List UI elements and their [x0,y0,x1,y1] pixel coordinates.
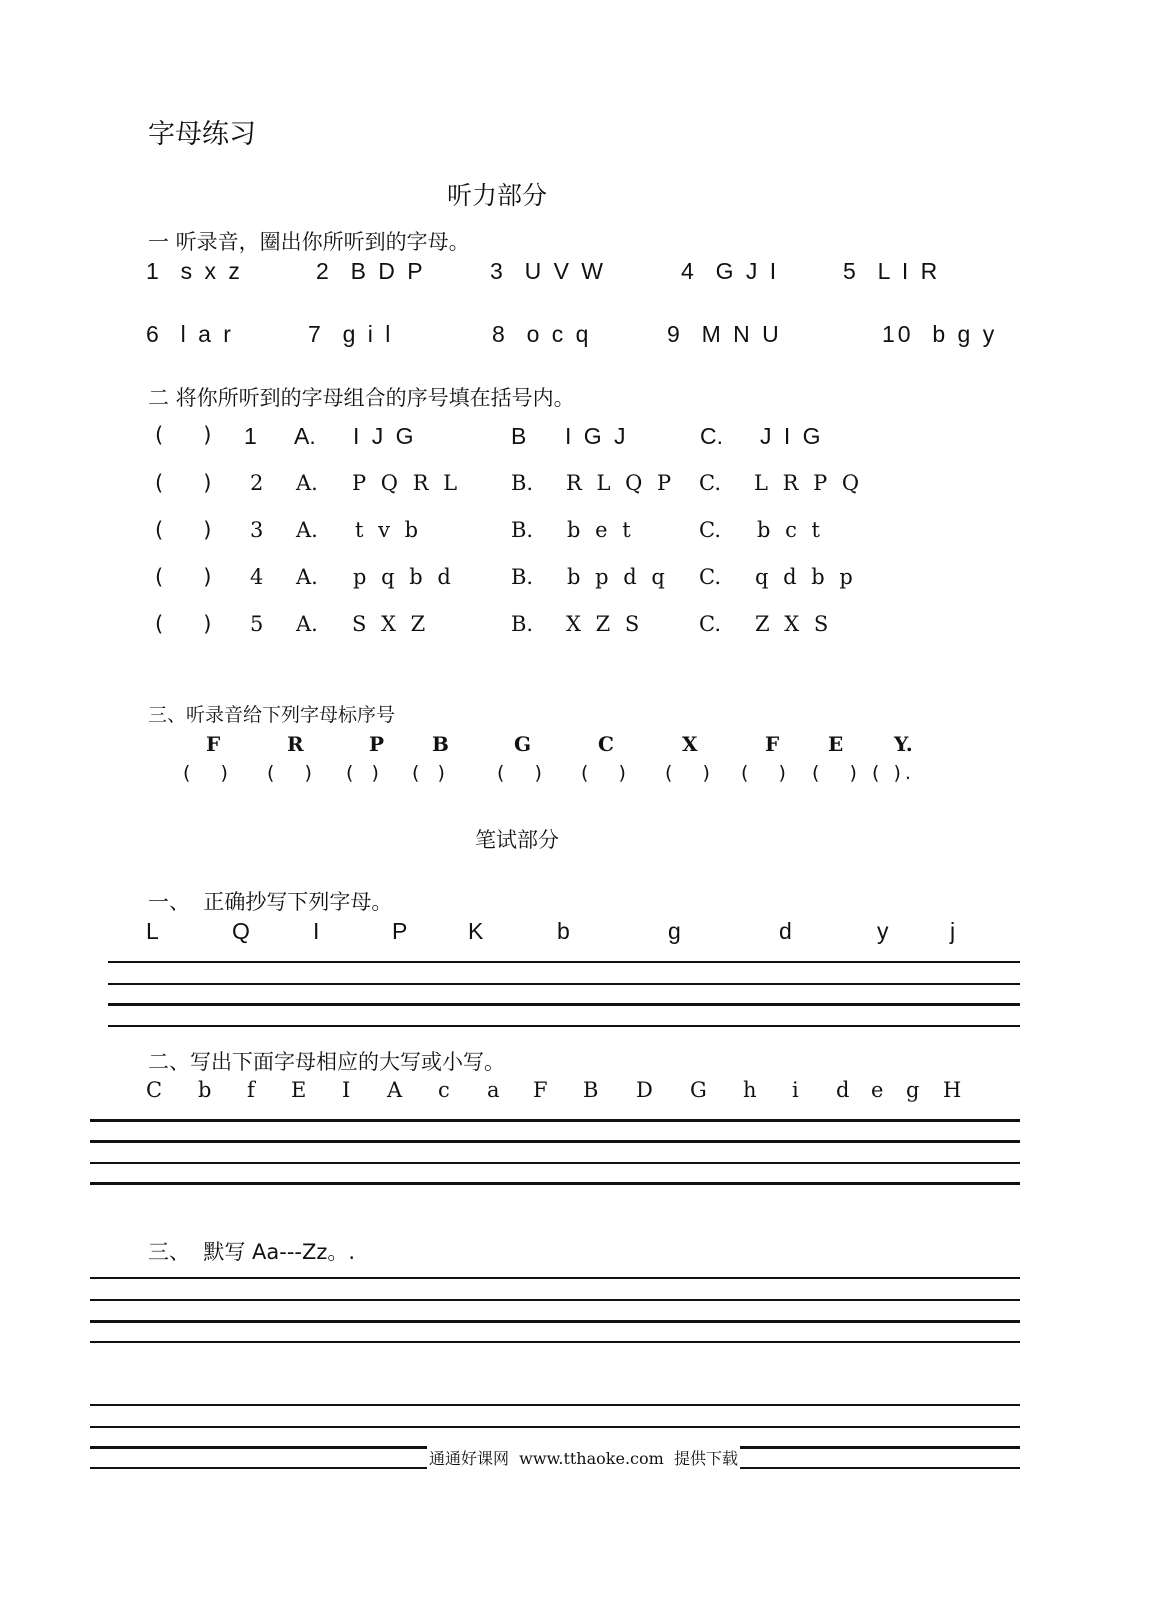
writing-line [90,1426,1020,1428]
q3-letter: F [765,732,780,756]
q1-item-letters: l a r [180,321,234,347]
option-b-label: B. [511,565,534,589]
q1-item-letters: L I R [877,258,941,284]
writing-line [108,961,1020,963]
case-letter: i [792,1078,799,1102]
case-letter: d [836,1078,850,1102]
q3-letter: E [828,732,844,756]
option-b: X Z S [566,612,644,636]
option-c: b c t [757,518,824,542]
q3-blank: ( ) [812,762,863,784]
case-letter: F [533,1078,548,1102]
q1-item-letters: b g y [932,321,998,347]
writing-line [90,1119,1020,1122]
q1-item-letters: o c q [526,321,592,347]
case-letter: A [387,1078,403,1102]
footer-text: 通通好课网 www.tthaoke.com 提供下载 [427,1446,740,1469]
option-a-label: A. [296,612,318,636]
q3-letter: C [598,732,614,756]
q3-letter: P [369,732,385,756]
q1-item-number: 2 [316,258,332,284]
option-b: b p d q [567,565,669,589]
answer-paren: ( ) [155,423,212,447]
q1-item-number: 7 [308,321,324,347]
option-a: p q b d [353,565,455,589]
q1-item-number: 3 [490,258,506,284]
option-c: Z X S [755,612,833,636]
answer-paren: ( ) [155,518,212,542]
option-a: t v b [355,518,423,542]
q1-item-number: 10 [882,321,914,347]
case-letter: c [438,1078,450,1102]
case-letter: B [583,1078,599,1102]
q3-blank: ( ) [497,762,548,784]
q1-item [492,321,591,348]
option-c-label: C. [699,565,721,589]
option-a: S X Z [352,612,430,636]
case-letter: e [871,1078,884,1102]
writing-q1-prompt: 一、 正确抄写下列字母。 [148,890,393,914]
case-letter: I [342,1078,351,1102]
answer-paren: ( ) [155,612,212,636]
q1-item-letters: M N U [701,321,782,347]
q3-blank: ( ) [412,762,451,784]
q1-item [667,321,782,348]
option-b-label: B [511,423,527,449]
option-c-label: C. [699,471,721,495]
option-c-label: C. [699,518,721,542]
option-a: P Q R L [352,471,462,495]
option-a-label: A. [296,518,318,542]
copy-letter: K [468,918,484,944]
q2-row-number: 4 [250,565,264,589]
copy-letter: d [779,918,792,944]
q3-blank: ( ) [183,762,234,784]
writing-line [90,1277,1020,1279]
q1-item [882,321,997,348]
q3-letter: R [287,732,304,756]
writing-q2-prompt: 二、写出下面字母相应的大写或小写。 [148,1050,505,1074]
writing-line [90,1140,1020,1143]
writing-heading: 笔试部分 [475,828,559,852]
q1-item [146,321,234,348]
option-c: q d b p [755,565,857,589]
writing-line [108,1025,1020,1027]
copy-letter: P [392,918,408,944]
q3-letter: G [514,732,532,756]
option-b: b e t [567,518,635,542]
answer-paren: ( ) [155,471,212,495]
q1-item-letters: U V W [524,258,607,284]
page-title: 字母练习 [148,119,256,150]
case-letter: g [906,1078,920,1102]
q1-item-number: 1 [146,258,162,284]
writing-line [90,1320,1020,1323]
case-letter: H [943,1078,962,1102]
q1-item [146,258,243,285]
writing-line [90,1162,1020,1164]
q1-item-number: 8 [492,321,508,347]
q3-blank: ( ). [872,762,915,784]
copy-letter: g [668,918,681,944]
writing-line [108,983,1020,985]
option-c: J I G [760,423,824,449]
case-letter: h [743,1078,757,1102]
option-a-label: A. [296,471,318,495]
copy-letter: b [557,918,570,944]
copy-letter: I [313,918,320,944]
option-b: R L Q P [566,471,676,495]
q1-item-letters: B D P [350,258,426,284]
q3-blank: ( ) [581,762,632,784]
q1-item-letters: G J I [715,258,780,284]
listening-heading: 听力部分 [447,181,548,210]
q2-row-number: 3 [250,518,264,542]
option-b: I G J [565,423,629,449]
q1-item-number: 9 [667,321,683,347]
case-letter: C [146,1078,163,1102]
q3-letter: F [206,732,221,756]
writing-line [90,1404,1020,1406]
q3-letter: Y. [894,732,913,756]
copy-letter: y [877,918,889,944]
option-a-label: A. [296,565,318,589]
case-letter: D [636,1078,653,1102]
q1-item [843,258,940,285]
q1-item-number: 6 [146,321,162,347]
q3-letter: X [682,732,698,756]
q3-blank: ( ) [741,762,792,784]
q1-item-letters: g i l [342,321,394,347]
q2-row-number: 2 [250,471,264,495]
q1-item-number: 5 [843,258,859,284]
q3-blank: ( ) [346,762,385,784]
listening-q3-prompt: 三、听录音给下列字母标序号 [148,704,396,726]
writing-line [90,1299,1020,1301]
copy-letter: j [950,918,956,944]
q1-item [490,258,606,285]
writing-line [90,1341,1020,1343]
q3-blank: ( ) [665,762,716,784]
q1-item [308,321,393,348]
q1-item [316,258,426,285]
case-letter: f [247,1078,255,1102]
listening-q2-prompt: 二 将你所听到的字母组合的序号填在括号内。 [148,386,575,410]
writing-q3-prompt: 三、 默写 Aa---Zz。. [148,1240,356,1264]
copy-letter: Q [232,918,250,944]
option-b-label: B. [511,518,534,542]
option-a: I J G [353,423,417,449]
q1-item-letters: s x z [180,258,243,284]
q2-row-number: 1 [244,423,257,449]
q2-row-number: 5 [250,612,264,636]
case-letter: G [690,1078,707,1102]
q1-item-number: 4 [681,258,697,284]
q1-item [681,258,779,285]
q3-blank: ( ) [267,762,318,784]
option-a-label: A. [294,423,316,449]
option-c-label: C. [699,612,721,636]
option-c-label: C. [700,423,723,449]
option-b-label: B. [511,471,534,495]
answer-paren: ( ) [155,565,212,589]
copy-letter: L [146,918,159,944]
q3-letter: B [432,732,449,756]
case-letter: b [198,1078,212,1102]
case-letter: a [487,1078,500,1102]
writing-line [90,1182,1020,1185]
writing-line [108,1003,1020,1006]
option-c: L R P Q [754,471,864,495]
option-b-label: B. [511,612,534,636]
case-letter: E [291,1078,307,1102]
listening-q1-prompt: 一 听录音，圈出你所听到的字母。 [148,230,470,254]
